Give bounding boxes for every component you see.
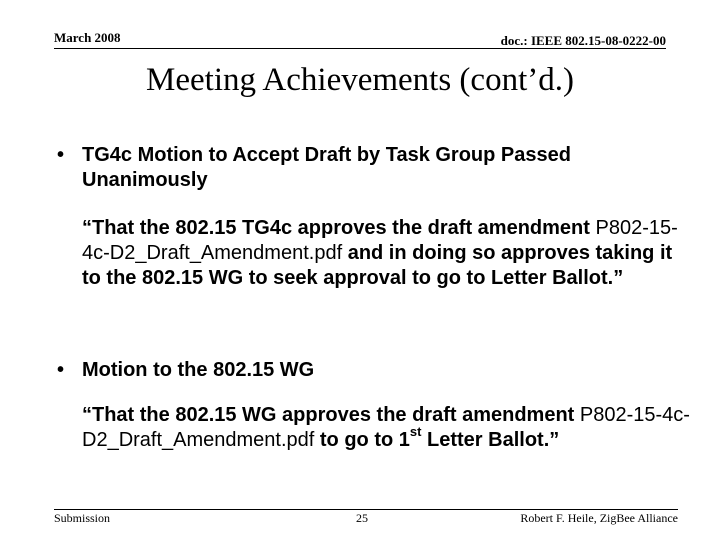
ordinal-superscript: st [409, 424, 422, 440]
footer-divider [54, 509, 678, 510]
quote-filename: P802-15-4c-D2_Draft_Amendment.pdf [82, 217, 678, 264]
bullet-text: Motion to the 802.15 WG [82, 359, 315, 381]
motion-quote [82, 216, 692, 291]
bullet-text: TG4c Motion to Accept Draft by Task Group Passed Unanimously [82, 144, 571, 191]
bullet-marker: • [57, 144, 65, 166]
quote-filename: P802-15-4c-D2_Draft_Amendment.pdf [82, 404, 690, 451]
bullet-marker: • [57, 359, 65, 381]
quote-text: Letter Ballot.” [421, 429, 560, 451]
motion-quote [82, 403, 692, 453]
header-divider [54, 48, 666, 49]
quote-text: and in doing so approves taking it to the 802.15 WG to seek approval to go to Letter Ballot.” [82, 242, 673, 289]
quote-text: to go to 1 [314, 429, 410, 451]
quote-text: “That the 802.15 TG4c approves the draft amendment [82, 217, 596, 239]
slide-title: Meeting Achievements (cont’d.) [146, 62, 574, 98]
quote-text: “That the 802.15 WG approves the draft amendment [82, 404, 580, 426]
footer-author: Robert F. Heile, ZigBee Alliance [520, 511, 678, 525]
header-doc-id: doc.: IEEE 802.15-08-0222-00 [500, 33, 666, 48]
page-number: 25 [356, 511, 368, 525]
footer-submission: Submission [54, 511, 111, 525]
header-date: March 2008 [54, 30, 121, 45]
